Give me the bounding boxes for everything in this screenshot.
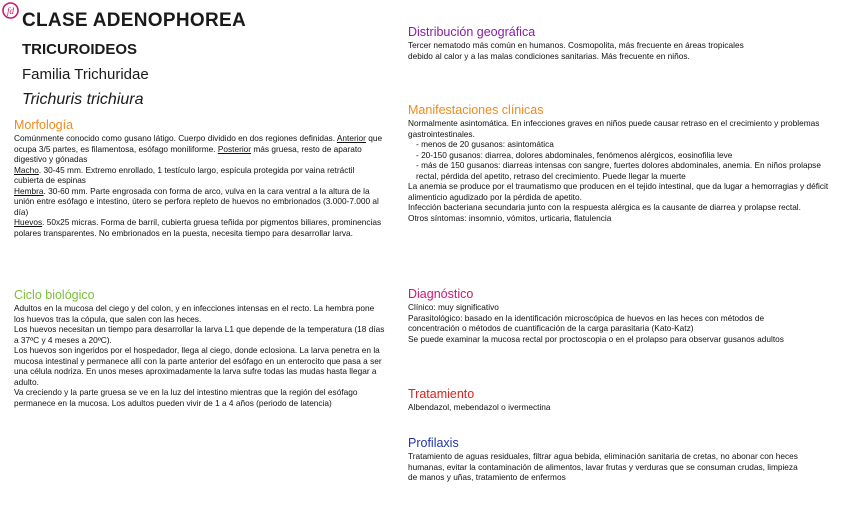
species-title: Trichuris trichiura: [22, 91, 144, 108]
tratamiento-text: Albendazol, mebendazol o ivermectina: [408, 402, 551, 412]
ciclo-paragraph: Los huevos son ingeridos por el hospedador, llega al ciego, donde eclosiona. La larva penetra en la mucosa intestinal y permanece allí con la parte anterior del esófago en un enterocito que pasa a ser una célula nodriza. En unos meses aproximadamente la larva sufre todas las mudas hasta llegar a adulto.: [14, 345, 382, 387]
ciclo-title: Ciclo biológico: [14, 288, 95, 302]
manifestaciones-paragraph: Otros síntomas: insomnio, vómitos, urticaria, flatulencia: [408, 212, 612, 223]
manifestaciones-item: - menos de 20 gusanos: asintomática: [416, 139, 554, 149]
diagnostico-line: Clínico: muy significativo: [408, 302, 499, 312]
diagnostico-line: Se puede examinar la mucosa rectal por proctoscopia o en el prolapso para observar gusanos adultos: [408, 333, 784, 344]
huevos-label: Huevos: [14, 217, 43, 227]
logo-text: fd: [6, 6, 15, 16]
logo-icon: [2, 2, 19, 19]
profilaxis-text: Tratamiento de aguas residuales, filtrar agua bebida, eliminación sanitaria de cretas, no abonar con heces humanas, evitar la contaminación de alimentos, lavar frutas y verduras que se consuman crudas, limpieza de manos y uñas, tratamiento de enfermos: [408, 451, 798, 482]
ciclo-paragraph: Adultos en la mucosa del ciego y del colon, y en infecciones intensas en el recto. La hembra pone los huevos tras la cópula, que salen con las heces.: [14, 303, 375, 324]
morfologia-intro: Comúnmente conocido como gusano látigo. Cuerpo dividido en dos regiones definidas.: [14, 133, 336, 143]
order-title: TRICUROIDEOS: [22, 41, 138, 58]
distribucion-title: Distribución geográfica: [408, 25, 536, 39]
manifestaciones-intro: Normalmente asintomática. En infecciones graves en niños puede causar retraso en el crecimiento y problemas gastrointestinales.: [408, 118, 820, 139]
diagnostico-line: Parasitológico: basado en la identificación microscópica de huevos en las heces con métodos de concentración o métodos de cuantificación de la carga parasitaria (Kato-Katz): [408, 312, 765, 333]
macho-label: Macho: [14, 164, 39, 175]
ciclo-text: [14, 303, 386, 408]
anterior-text: que ocupa 3/5 partes, es filamentosa, esófago moniliforme.: [14, 133, 383, 154]
manifestaciones-text: [408, 118, 838, 223]
macho-text: . 30-45 mm. Extremo enrollado, 1 testículo largo, espícula protegida por vaina retráctil cubierta de espinas: [14, 164, 355, 185]
manifestaciones-paragraph: Infección bacteriana secundaria junto con la respuesta alérgica es la causante de diarrea y prolapse rectal.: [408, 202, 801, 212]
posterior-label: Posterior: [217, 143, 252, 154]
anterior-label: Anterior: [336, 133, 366, 143]
huevos-text: . 50x25 micras. Forma de barril, cubierta gruesa teñida por pigmentos biliares, prominencias polares transparentes. No embrionados en la puesta, necesita tiempo para desarrollar larva.: [14, 217, 382, 238]
manifestaciones-item: - 20-150 gusanos: diarrea, dolores abdominales, fenómenos alérgicos, eosinofilia leve: [416, 149, 733, 160]
profilaxis-title: Profilaxis: [408, 436, 459, 450]
manifestaciones-paragraph: La anemia se produce por el traumatismo que producen en el tejido intestinal, que da lugar a hemorragias y déficit alimenticio agudizado por la pérdida de apetito.: [408, 181, 829, 202]
manifestaciones-item: - más de 150 gusanos: diarreas intensas con sangre, fuertes dolores abdominales, anemia. En niños prolapse rectal, pérdida del apetito, retraso del crecimiento. Puede llegar la muerte: [416, 160, 821, 181]
diagnostico-title: Diagnóstico: [408, 287, 474, 301]
ciclo-paragraph: Va creciendo y la parte gruesa se ve en la luz del intestino mientras que la región del esófago permanece en la mucosa. Los adultos pueden vivir de 1 a 4 años (periodo de latencia): [14, 387, 358, 408]
morfologia-title: Morfología: [14, 118, 74, 132]
family-title: Familia Trichuridae: [22, 66, 149, 83]
diagnostico-text: [408, 302, 808, 344]
morfologia-text: [14, 133, 386, 238]
manifestaciones-title: Manifestaciones clínicas: [408, 103, 544, 117]
distribucion-text: Tercer nematodo más común en humanos. Cosmopolita, más frecuente en áreas tropicales debido al calor y a las malas condiciones sanitarias. Más frecuente en niños.: [408, 40, 744, 61]
ciclo-paragraph: Los huevos necesitan un tiempo para desarrollar la larva L1 que depende de la temperatura (18 días a 37ºC y 4 meses a 20ºC).: [14, 324, 385, 345]
hembra-label: Hembra: [14, 185, 44, 196]
class-title: CLASE ADENOPHOREA: [22, 10, 246, 31]
tratamiento-title: Tratamiento: [408, 387, 475, 401]
hembra-text: . 30-60 mm. Parte engrosada con forma de arco, vulva en la cara ventral a la altura de la unión entre esófago e intestino, útero se perfora repleto de huevos no embrionados (3.000-7.000 al día): [14, 185, 379, 217]
posterior-text: más gruesa, resto de aparato digestivo y gónadas: [14, 143, 362, 164]
